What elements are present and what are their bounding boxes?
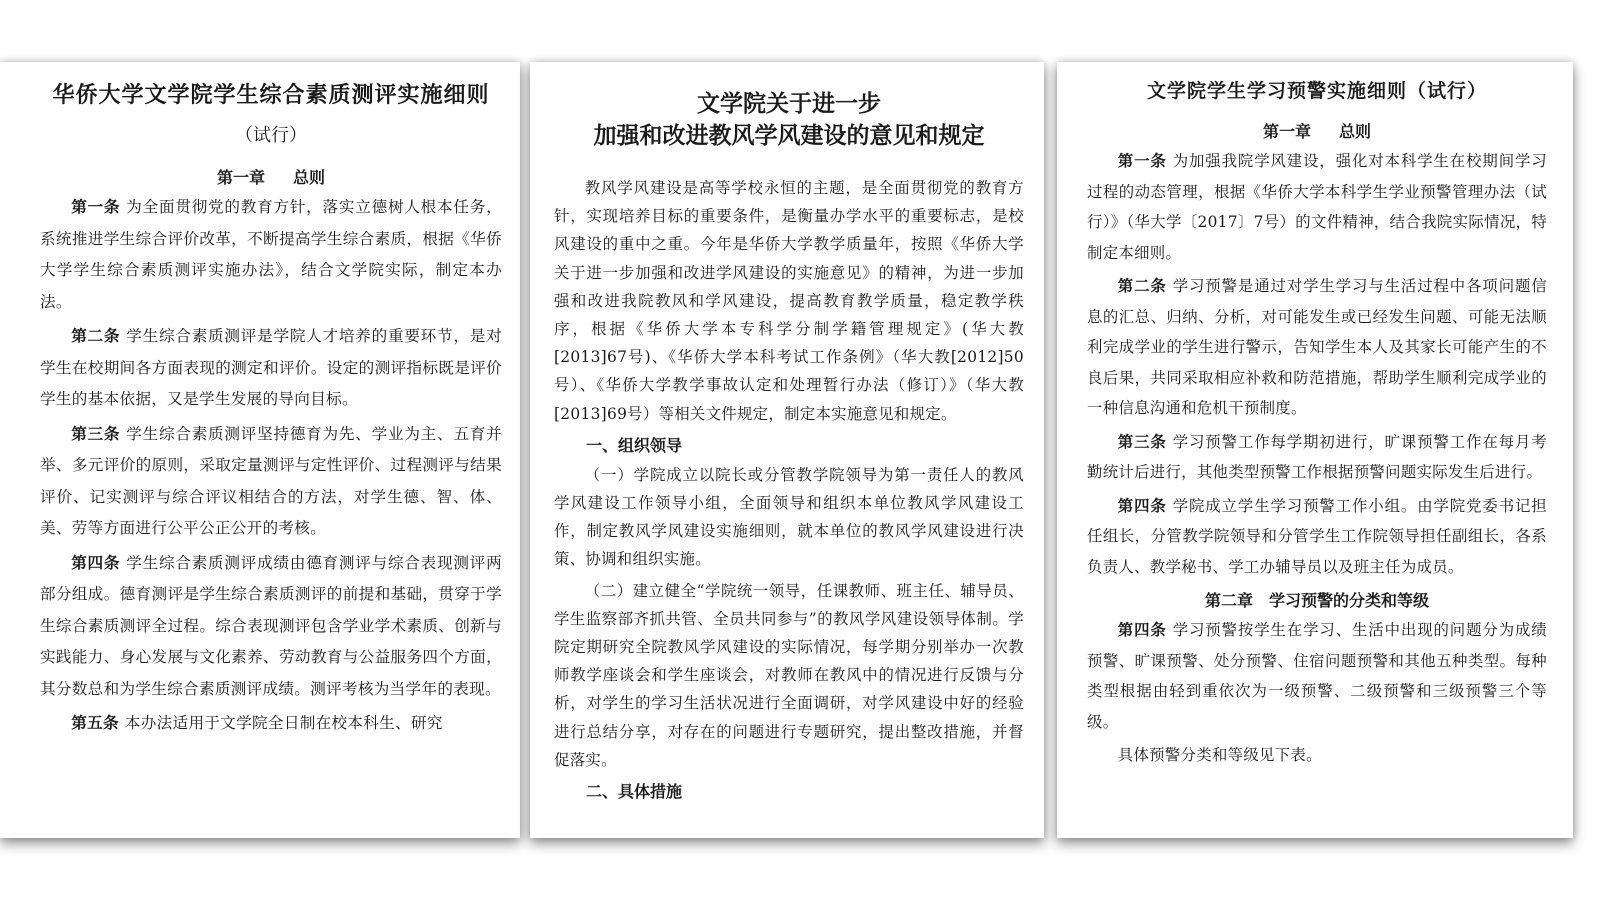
title-line-2: 加强和改进教风学风建设的意见和规定: [593, 123, 985, 149]
article-text: 学习预警工作每学期初进行，旷课预警工作在每月考勤统计后进行，其他类型预警工作根据预警问题实际发生后进行。: [1087, 432, 1547, 481]
article-label: 第四条: [1117, 621, 1167, 639]
page-title: 文学院学生学习预警实施细则（试行）: [1146, 80, 1487, 102]
article-label: 第四条: [71, 553, 121, 572]
article-text: 本办法适用于文学院全日制在校本科生、研究: [124, 714, 443, 732]
chapter-heading: [40, 165, 502, 188]
article-text: 学习预警是通过对学生学习与生活过程中各项问题信息的汇总、归纳、分析，对可能发生或已经发生问题、可能无法顺利完成学业的学生进行警示，告知学生本人及其家长可能产生的不良后果，共同采取相应补救和防范措施，帮助学生顺利完成学业的一种信息沟通和危机干预制度。: [1087, 277, 1547, 417]
intro-paragraph: 教风学风建设是高等学校永恒的主题，是全面贯彻党的教育方针，实现培养目标的重要条件，是衡量办学水平的重要标志，是校风建设的重中之重。今年是华侨大学教学质量年，按照《华侨大学关于进一步加强和改进学风建设的实施意见》的精神，为进一步加强和改进我院教风和学风建设，提高教育教学质量，稳定教学秩序，根据《华侨大学本专科学分制学籍管理规定》(华大教[2013]67号)、《华侨大学本科考试工作条例》（华大教[2012]50号）、《华侨大学教学事故认定和处理暂行办法（修订）》（华大教[2013]69号）等相关文件规定，制定本实施意见和规定。: [554, 179, 1024, 423]
article-paragraph: [40, 321, 502, 416]
article-text: 学生综合素质测评坚持德育为先、学业为主、五育并举、多元评价的原则，采取定量测评与定性评价、过程测评与结果评价、记实测评与综合评议相结合的方法，对学生德、智、体、美、劳等方面进行公平公正公开的考核。: [40, 424, 502, 537]
section-heading: 一、组织领导: [586, 435, 683, 455]
article-text: 学习预警按学生在学习、生活中出现的问题分为成绩预警、旷课预警、处分预警、住宿问题预警和其他五种类型。每种类型根据由轻到重依次为一级预警、二级预警和三级预警三个等级。: [1087, 621, 1547, 731]
article-text: 学生综合素质测评成绩由德育测评与综合表现测评两部分组成。德育测评是学生综合素质测评的前提和基础，贯穿于学生综合素质测评全过程。综合表现测评包含学业学术素质、创新与实践能力、身心发展与文化素养、劳动教育与公益服务四个方面，其分数总和为学生综合素质测评成绩。测评考核为当学年的表现。: [40, 553, 502, 698]
article-paragraph: [40, 419, 502, 545]
title-line-1: 文学院关于进一步: [697, 91, 881, 117]
article-paragraph: [1087, 146, 1547, 268]
document-page-teaching-style: [530, 62, 1044, 838]
closing-paragraph: 具体预警分类和等级见下表。: [1117, 746, 1322, 764]
article-paragraph: [1087, 271, 1547, 424]
article-paragraph: [1087, 427, 1547, 488]
chapter-heading: 第二章 学习预警的分类和等级: [1204, 591, 1429, 610]
item-paragraph: （一）学院成立以院长或分管教学院领导为第一责任人的教风学风建设工作领导小组，全面领导和组织本单位教风学风建设工作，制定教风学风建设实施细则，就本单位的教风学风建设进行决策、协调和组织实施。: [554, 465, 1024, 569]
article-label: 第一条: [71, 198, 121, 216]
article-label: 第五条: [71, 714, 119, 732]
section-heading: 二、具体措施: [586, 782, 683, 802]
article-paragraph: [40, 548, 502, 706]
document-page-study-warning: [1057, 62, 1573, 838]
article-text: 学院成立学生学习预警工作小组。由学院党委书记担任组长，分管教学院领导和分管学生工作院领导担任副组长，各系负责人、教学秘书、学工办辅导员以及班主任为成员。: [1087, 496, 1547, 576]
article-text: 为加强我院学风建设，强化对本科学生在校期间学习过程的动态管理，根据《华侨大学本科学生学业预警管理办法（试行）》（华大学〔2017〕7号）的文件精神，结合我院实际情况，特制定本细则。: [1087, 152, 1547, 262]
item-paragraph: （二）建立健全“学院统一领导，任课教师、班主任、辅导员、学生监察部齐抓共管、全员共同参与”的教风学风建设领导体制。学院定期研究全院教风学风建设的实际情况，每学期分别举办一次教师教学座谈会和学生座谈会，对教师在教风中的情况进行反馈与分析，对学生的学习生活状况进行全面调研，对学风建设中好的经验进行总结分享，对存在的问题进行专题研究，提出整改措施，并督促落实。: [554, 581, 1024, 769]
article-label: 第二条: [1117, 277, 1167, 295]
chapter-number: 第一章: [216, 168, 265, 187]
article-label: 第一条: [1117, 152, 1167, 170]
article-paragraph: [1087, 615, 1547, 737]
page-title: [554, 88, 1024, 152]
article-label: 第二条: [71, 327, 121, 345]
chapter-heading: [1087, 119, 1547, 142]
article-label: 第四条: [1117, 496, 1167, 515]
article-label: 第三条: [71, 424, 121, 443]
chapter-name: 总则: [293, 168, 326, 187]
article-text: 为全面贯彻党的教育方针，落实立德树人根本任务，系统推进学生综合评价改革，不断提高学生综合素质，根据《华侨大学学生综合素质测评实施办法》，结合文学院实际，制定本办法。: [40, 198, 502, 311]
document-page-evaluation-rules: [0, 62, 520, 838]
page-title: 华侨大学文学院学生综合素质测评实施细则: [52, 82, 490, 108]
article-label: 第三条: [1117, 432, 1167, 451]
article-text: 学生综合素质测评是学院人才培养的重要环节，是对学生在校期间各方面表现的测定和评价。设定的测评指标既是评价学生的基本依据，又是学生发展的导向目标。: [40, 327, 502, 408]
chapter-number: 第一章: [1262, 122, 1311, 141]
page-subtitle: （试行）: [235, 125, 307, 146]
article-paragraph: [40, 708, 502, 740]
article-paragraph: [1087, 491, 1547, 583]
chapter-name: 总则: [1339, 122, 1372, 141]
article-paragraph: [40, 192, 502, 318]
